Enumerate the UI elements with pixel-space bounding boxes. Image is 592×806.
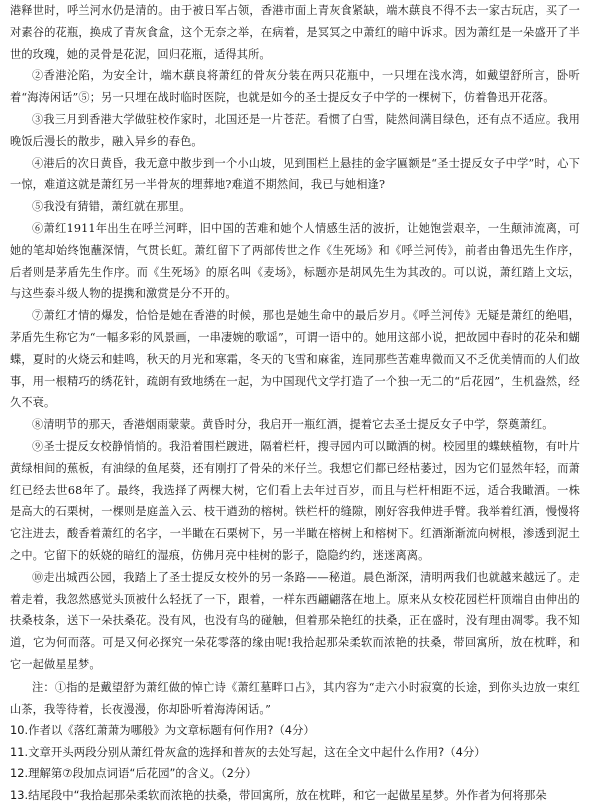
article-paragraph: ⑩走出城西公园，我踏上了圣士提反女校外的另一条路——秘道。晨色渐深，清明两我们也就越来越远了。走着走着，我忽然感觉头顶被什么轻抚了一下，跟着，一样东西翩翩落在地上。原来从女校花园栏杆顶端自由伸出的扶桑枝条，送下一朵扶桑花。没有风，也没有鸟的碰触，但着那朵艳红的扶桑，正在盛时，没有理由凋零。我不知道，它为何而落。可是又何必探究一朵花零落的缘由呢!我拾起那朵柔软而浓艳的扶桑，带回寓所，放在枕畔，和它一起做星星梦。 (10, 570, 580, 671)
question-item: 11.文章开头两段分别从萧红骨灰盒的选择和普灰的去处写起，这在全文中起什么作用?（4分） (10, 744, 486, 759)
article-paragraph: ⑥萧红1911年出生在呼兰河畔，旧中国的苦难和她个人情感生活的波折，让她饱尝艰辛，一生颠沛流离，可她的笔却始终饱蘸深情，气贯长虹。萧红留下了两部传世之作《生死场》和《呼兰河传》，前者由鲁迅先生作序，后者则是茅盾先生作序。而《生死场》的原名叫《麦场》，标题亦是胡风先生为其改的。可以说，萧红踏上文坛，与这些泰斗级人物的提携和激赏是分不开的。 (10, 221, 580, 301)
question-list (10, 720, 580, 806)
question-item: 13.结尾段中“我拾起那朵柔软而浓艳的扶桑，带回寓所，放在枕畔，和它一起做星星梦。外作者为何将那朵 (10, 787, 547, 802)
article-paragraph: ⑤我没有猜错，萧红就在那里。 (32, 200, 191, 214)
article-paragraph: ④港后的次日黄昏，我无意中散步到一个小山坡，见到围栏上悬挂的金字匾额是“圣士提反女子中学”时，心下一惊，难道这就是萧红另一半骨灰的埋葬地?难道不期然间，我已与她相逢? (10, 156, 580, 192)
question-item: 10.作者以《落红萧萧为哪般》为文章标题有何作用?（4分） (10, 723, 315, 738)
question-item: 12.理解第⑦段加点词语“后花园”的含义。（2分） (10, 766, 257, 781)
article-body (10, 0, 580, 720)
article-paragraph: ③我三月到香港大学做驻校作家时，北国还是一片苍茫。看惯了白雪，陡然间满目绿色，还有点不适应。我用晚饭后漫长的散步，融入异乡的春色。 (10, 112, 580, 148)
article-paragraph: 港释世时，呼兰河水仍是清的。由于被日军占领，香港市面上青灰食紧缺，端木蕻良不得不去一家古玩店，买了一对素谷的花瓶，换成了青灰食盒，这个无奈之举，在病着，是冥冥之中萧红的暗中诉求。因为萧红是一朵盛开了半世的玫瑰，她的灵骨是花泥，回归花瓶，适得其所。 (10, 4, 580, 61)
article-paragraph: ⑦萧红才情的爆发，恰恰是她在香港的时候，那也是她生命中的最后岁月。《呼兰河传》无疑是萧红的绝唱，茅盾先生称它为“一幅多彩的风景画，一串凄婉的歌谣”，可谓一语中的。她用这部小说，把故园中春时的花朵和蝴蝶，夏时的火烧云和蛙鸣，秋天的月光和寒霜，冬天的飞雪和麻雀，连同那些苦难卑微而又不乏优美情而的人们故事，用一根精巧的绣花针，疏朗有致地绣在一起，为中国现代文学打造了一个独一无二的“后花园”，生机盎然，经久不衰。 (10, 309, 580, 410)
article-paragraph: ⑧清明节的那天，香港烟雨蒙蒙。黄昏时分，我启开一瓶红酒，提着它去圣士提反女子中学，祭奠萧红。 (32, 418, 554, 432)
footnote: 注：①指的是戴望舒为萧红做的悼亡诗《萧红墓畔口占》，其内容为“走六小时寂寞的长途，到你头边放一束红山茶，我等待着，长夜漫漫，你却卧听着海涛闲话。” (10, 680, 580, 716)
article-paragraph: ⑨圣士提反女校静悄悄的。我沿着围栏踱进，隔着栏杆，搜寻园内可以瞰酒的树。校园里的蝶蛱植物，有叶片黄绿相间的蕉板，有油绿的鱼尾葵，还有刚打了骨朵的米仔兰。我想它们都已经枯萎过，因为它们显然年轻，而萧红已经去世68年了。最终，我选择了两棵大树，它们看上去年过百岁，而且与栏杆相距不远，适合我瞰酒。一株是高大的石栗树，一棵则是庭盖入云、枝干遒劲的榕树。铁栏杆的缝隙，刚好容我伸进手臂。我举着红酒，慢慢将它注进去，酸香着萧红的名字，一半瞰在石栗树下，另一半瞰在榕树上和榕树下。红酒渐渐流向树根，渗透到泥土之中。它留下的妖娆的暗红的湿痕，仿佛月亮中桂树的影子，隐隐约约，迷迷离离。 (10, 439, 580, 562)
article-paragraph: ②香港沦陷，为安全计，端木蕻良将萧红的骨灰分装在两只花瓶中，一只埋在浅水湾，如戴望舒所言，卧听着“海涛闲话”⑤；另一只埋在战时临时医院，也就是如今的圣士提反女子中学的一棵树下，仿着鲁迅开花落。 (10, 69, 580, 105)
